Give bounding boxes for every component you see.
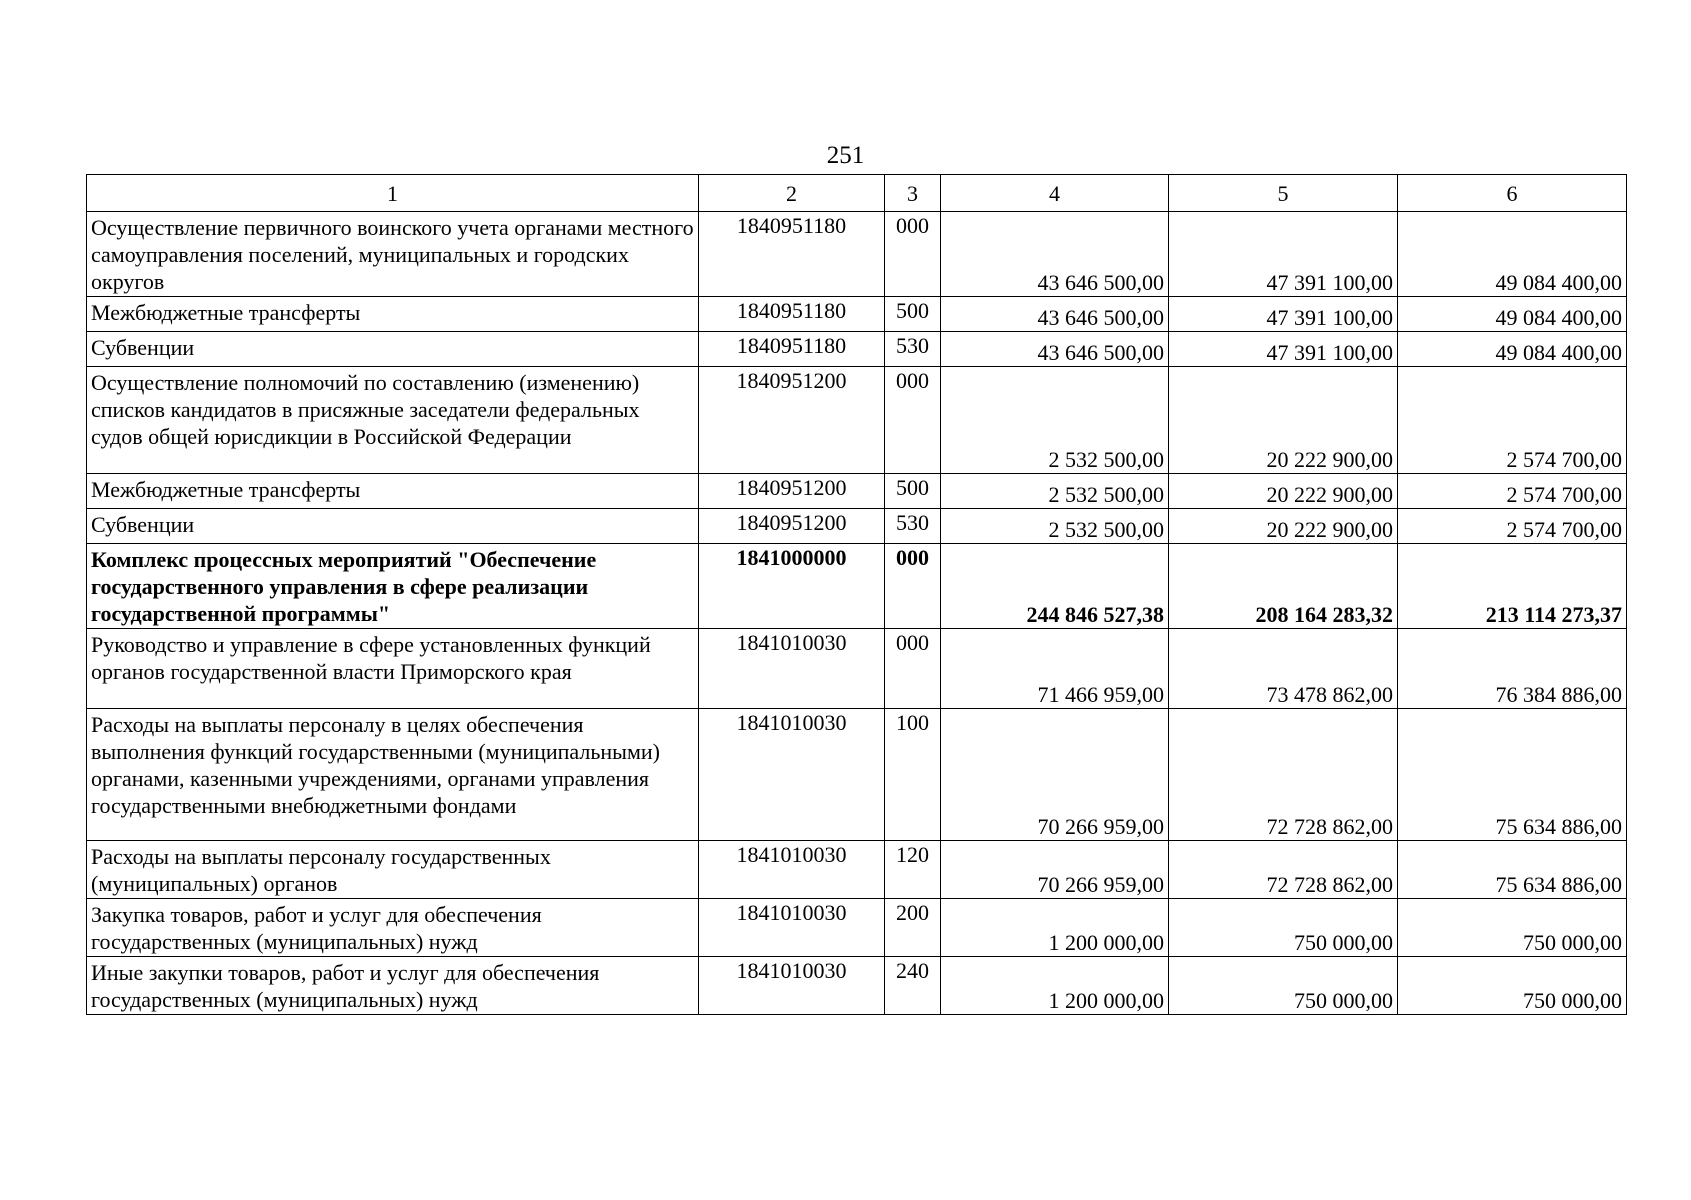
- row-type-cell: 500: [885, 474, 941, 509]
- row-value-4-cell: 1 200 000,00: [941, 957, 1169, 1015]
- table-row: [87, 629, 1627, 709]
- header-cell-6: 6: [1398, 175, 1627, 212]
- row-name-text: Субвенции: [91, 512, 195, 537]
- row-name-cell: [87, 297, 699, 332]
- row-value-5-cell: 750 000,00: [1169, 899, 1398, 957]
- row-type-cell: 530: [885, 509, 941, 544]
- row-name-text: Межбюджетные трансферты: [91, 477, 361, 502]
- row-value-5-cell: 208 164 283,32: [1169, 544, 1398, 629]
- row-name-text: Закупка товаров, работ и услуг для обеспечения государственных (муниципальных) нужд: [91, 902, 542, 954]
- row-name-text: Комплекс процессных мероприятий "Обеспечение государственного управления в сфере реализации государственной программы": [91, 547, 597, 626]
- row-type-cell: 100: [885, 709, 941, 841]
- row-value-5-cell: 47 391 100,00: [1169, 332, 1398, 367]
- row-value-6-cell: 750 000,00: [1398, 957, 1627, 1015]
- table-row: [87, 474, 1627, 509]
- row-value-6-cell: 76 384 886,00: [1398, 629, 1627, 709]
- row-name-text: Субвенции: [91, 335, 195, 360]
- row-name-cell: [87, 629, 699, 709]
- row-value-4-cell: 70 266 959,00: [941, 709, 1169, 841]
- row-value-6-cell: 2 574 700,00: [1398, 474, 1627, 509]
- row-value-4-cell: 1 200 000,00: [941, 899, 1169, 957]
- header-cell-4: 4: [941, 175, 1169, 212]
- row-code-cell: 1841010030: [699, 841, 885, 899]
- row-name-cell: [87, 544, 699, 629]
- row-name-text: Руководство и управление в сфере установленных функций органов государственной власти Приморского края: [91, 632, 651, 684]
- row-code-cell: 1841010030: [699, 709, 885, 841]
- table-row: [87, 841, 1627, 899]
- row-type-cell: 000: [885, 367, 941, 474]
- row-type-cell: 120: [885, 841, 941, 899]
- table-row: [87, 509, 1627, 544]
- table-body: [87, 175, 1627, 1015]
- row-value-6-cell: 75 634 886,00: [1398, 709, 1627, 841]
- row-type-cell: 000: [885, 212, 941, 297]
- row-name-cell: [87, 509, 699, 544]
- row-value-6-cell: 49 084 400,00: [1398, 212, 1627, 297]
- row-value-4-cell: 2 532 500,00: [941, 509, 1169, 544]
- table-row: [87, 297, 1627, 332]
- row-value-6-cell: 213 114 273,37: [1398, 544, 1627, 629]
- row-type-cell: 500: [885, 297, 941, 332]
- header-cell-1: 1: [87, 175, 699, 212]
- page-number: 251: [826, 142, 865, 169]
- row-value-5-cell: 20 222 900,00: [1169, 367, 1398, 474]
- row-value-5-cell: 47 391 100,00: [1169, 212, 1398, 297]
- row-code-cell: 1840951180: [699, 332, 885, 367]
- row-type-cell: 000: [885, 544, 941, 629]
- row-type-cell: 240: [885, 957, 941, 1015]
- row-value-6-cell: 49 084 400,00: [1398, 332, 1627, 367]
- row-value-6-cell: 75 634 886,00: [1398, 841, 1627, 899]
- row-value-5-cell: 47 391 100,00: [1169, 297, 1398, 332]
- row-name-cell: [87, 841, 699, 899]
- budget-table: [86, 174, 1627, 1015]
- row-value-5-cell: 72 728 862,00: [1169, 709, 1398, 841]
- row-value-6-cell: 49 084 400,00: [1398, 297, 1627, 332]
- row-type-cell: 530: [885, 332, 941, 367]
- row-value-4-cell: 43 646 500,00: [941, 297, 1169, 332]
- row-code-cell: 1841010030: [699, 957, 885, 1015]
- row-value-4-cell: 244 846 527,38: [941, 544, 1169, 629]
- row-code-cell: 1841010030: [699, 899, 885, 957]
- row-name-text: Расходы на выплаты персоналу в целях обеспечения выполнения функций государственными (муниципальными) органами, казенными учреждениями, органами управления государственными внебюджетными фондами: [91, 712, 660, 818]
- table-row: [87, 709, 1627, 841]
- row-value-6-cell: 750 000,00: [1398, 899, 1627, 957]
- table-row: [87, 212, 1627, 297]
- row-type-cell: 000: [885, 629, 941, 709]
- row-value-4-cell: 2 532 500,00: [941, 474, 1169, 509]
- header-cell-3: 3: [885, 175, 941, 212]
- table-row: [87, 332, 1627, 367]
- row-value-5-cell: 73 478 862,00: [1169, 629, 1398, 709]
- row-name-text: Расходы на выплаты персоналу государственных (муниципальных) органов: [91, 844, 551, 896]
- table-row: [87, 957, 1627, 1015]
- row-code-cell: 1841000000: [699, 544, 885, 629]
- row-value-5-cell: 72 728 862,00: [1169, 841, 1398, 899]
- row-name-cell: [87, 899, 699, 957]
- table-row: [87, 367, 1627, 474]
- row-value-5-cell: 20 222 900,00: [1169, 509, 1398, 544]
- row-value-5-cell: 20 222 900,00: [1169, 474, 1398, 509]
- header-cell-5: 5: [1169, 175, 1398, 212]
- row-value-4-cell: 43 646 500,00: [941, 332, 1169, 367]
- table-row: [87, 899, 1627, 957]
- row-value-4-cell: 43 646 500,00: [941, 212, 1169, 297]
- row-type-cell: 200: [885, 899, 941, 957]
- row-value-6-cell: 2 574 700,00: [1398, 367, 1627, 474]
- row-name-cell: [87, 332, 699, 367]
- header-cell-2: 2: [699, 175, 885, 212]
- row-value-4-cell: 2 532 500,00: [941, 367, 1169, 474]
- row-code-cell: 1840951180: [699, 212, 885, 297]
- row-name-text: Осуществление полномочий по составлению (изменению) списков кандидатов в присяжные заседатели федеральных судов общей юрисдикции в Российской Федерации: [91, 370, 640, 449]
- row-value-4-cell: 70 266 959,00: [941, 841, 1169, 899]
- row-code-cell: 1841010030: [699, 629, 885, 709]
- row-value-5-cell: 750 000,00: [1169, 957, 1398, 1015]
- row-name-cell: [87, 474, 699, 509]
- row-name-cell: [87, 957, 699, 1015]
- table-row: [87, 544, 1627, 629]
- row-name-text: Осуществление первичного воинского учета органами местного самоуправления поселений, муниципальных и городских округов: [91, 215, 694, 294]
- row-code-cell: 1840951200: [699, 509, 885, 544]
- header-row: [87, 175, 1627, 212]
- row-name-cell: [87, 212, 699, 297]
- row-value-6-cell: 2 574 700,00: [1398, 509, 1627, 544]
- row-name-cell: [87, 709, 699, 841]
- row-value-4-cell: 71 466 959,00: [941, 629, 1169, 709]
- row-name-cell: [87, 367, 699, 474]
- row-code-cell: 1840951200: [699, 367, 885, 474]
- row-name-text: Межбюджетные трансферты: [91, 300, 361, 325]
- row-name-text: Иные закупки товаров, работ и услуг для обеспечения государственных (муниципальных) нужд: [91, 960, 600, 1012]
- row-code-cell: 1840951180: [699, 297, 885, 332]
- row-code-cell: 1840951200: [699, 474, 885, 509]
